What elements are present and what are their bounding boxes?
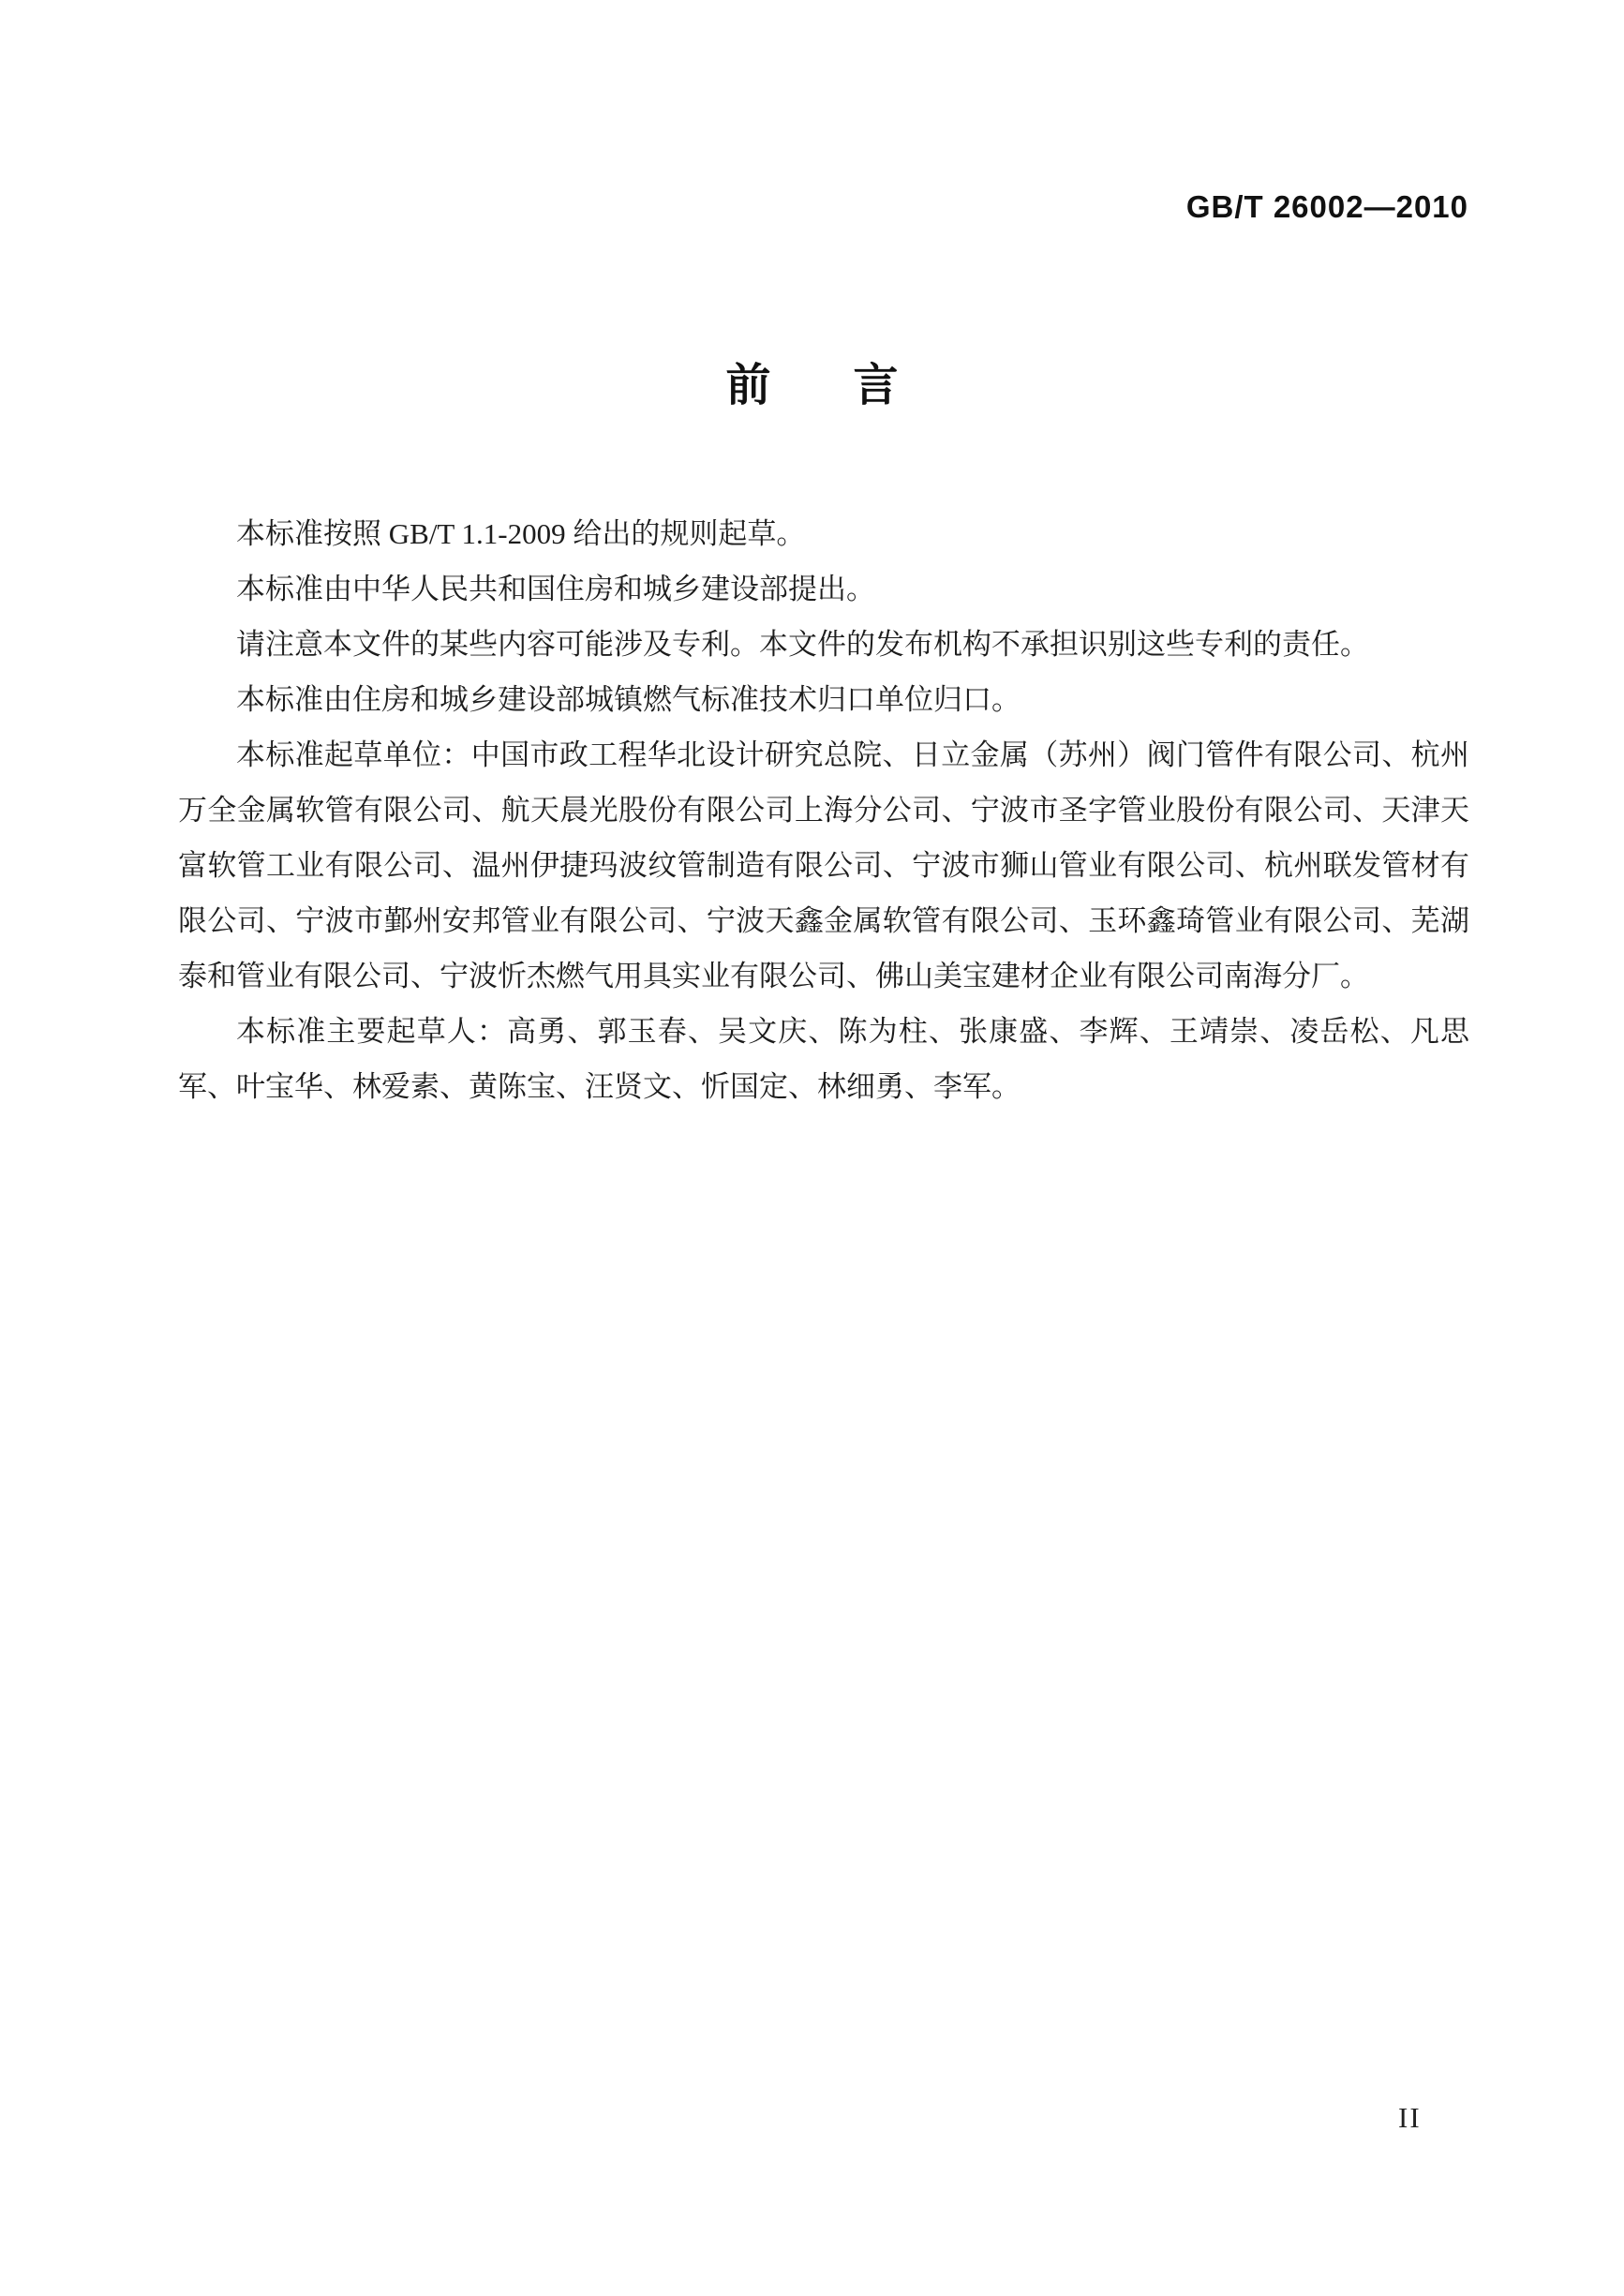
paragraph-main-drafters: 本标准主要起草人：高勇、郭玉春、吴文庆、陈为柱、张康盛、李辉、王靖崇、凌岳松、凡思军、叶宝华、林爱素、黄陈宝、汪贤文、忻国定、林细勇、李军。: [178, 1015, 1469, 1103]
paragraph-proposed-by: 本标准由中华人民共和国住房和城乡建设部提出。: [236, 573, 875, 605]
page-title-char-2: 言: [853, 361, 899, 410]
paragraph-drafting-organizations: 本标准起草单位：中国市政工程华北设计研究总院、日立金属（苏州）阀门管件有限公司、杭州万全金属软管有限公司、航天晨光股份有限公司上海分公司、宁波市圣字管业股份有限公司、天津天富软管工业有限公司、温州伊捷玛波纹管制造有限公司、宁波市狮山管业有限公司、杭州联发管材有限公司、宁波市鄞州安邦管业有限公司、宁波天鑫金属软管有限公司、玉环鑫琦管业有限公司、芜湖泰和管业有限公司、宁波忻杰燃气用具实业有限公司、佛山美宝建材企业有限公司南海分厂。: [178, 738, 1469, 992]
standard-code-header: GB/T 26002—2010: [1185, 189, 1468, 224]
page-title-char-1: 前: [725, 361, 771, 410]
page-number: II: [1398, 2101, 1422, 2134]
paragraph-drafting-rules: 本标准按照 GB/T 1.1-2009 给出的规则起草。: [236, 517, 806, 550]
page-title: [0, 361, 1624, 410]
paragraph-patent-notice: 请注意本文件的某些内容可能涉及专利。本文件的发布机构不承担识别这些专利的责任。: [236, 628, 1369, 661]
paragraph-centralized-by: 本标准由住房和城乡建设部城镇燃气标准技术归口单位归口。: [236, 683, 1021, 716]
foreword-body: [178, 506, 1469, 1114]
